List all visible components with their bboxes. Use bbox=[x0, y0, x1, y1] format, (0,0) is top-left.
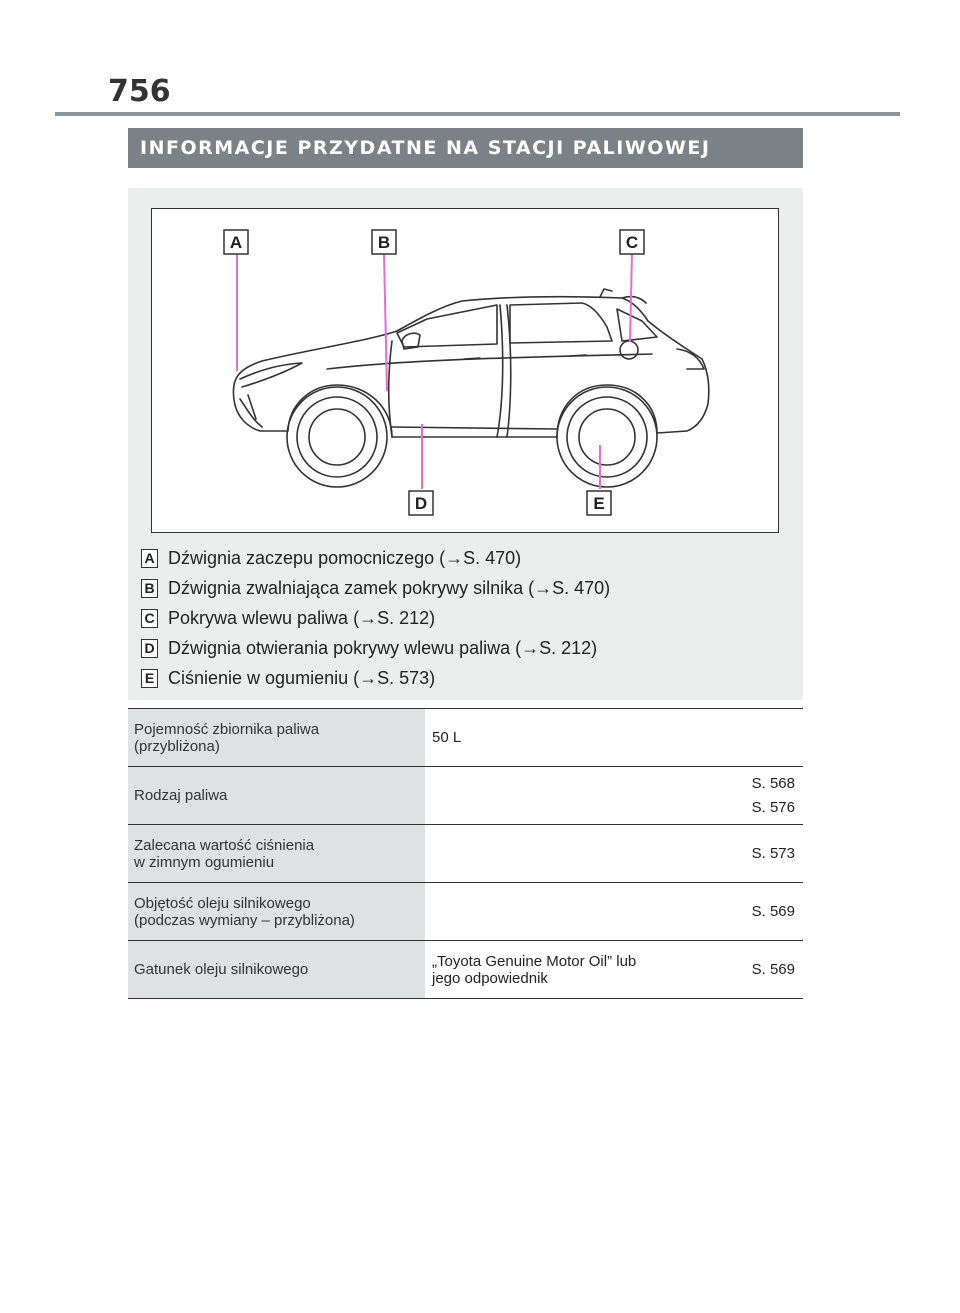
value-line: 50 L bbox=[432, 729, 462, 746]
value-line: jego odpowiednik bbox=[432, 969, 548, 987]
page-reference[interactable]: S. 568 bbox=[751, 774, 795, 792]
top-rule bbox=[55, 112, 900, 116]
label-a: A bbox=[229, 233, 243, 252]
rear-wheel-arch bbox=[557, 387, 657, 487]
row-label bbox=[128, 767, 425, 824]
label-line: w zimnym ogumieniu bbox=[134, 853, 275, 871]
label-c: C bbox=[625, 233, 639, 252]
label-d: D bbox=[414, 494, 428, 513]
rear-wheel-hub bbox=[579, 409, 635, 465]
callout-item bbox=[141, 633, 791, 663]
callout-item bbox=[141, 573, 791, 603]
callout-letter: E bbox=[141, 669, 158, 688]
callout-text: Dźwignia otwierania pokrywy wlewu paliwa (→S. 212) bbox=[168, 637, 598, 658]
label-line: Gatunek oleju silnikowego bbox=[134, 961, 309, 978]
callout-item bbox=[141, 603, 791, 633]
callout-letter: B bbox=[141, 579, 158, 598]
page-reference[interactable]: S. 569 bbox=[751, 902, 795, 920]
fuel-cap bbox=[620, 341, 638, 359]
car-body-outline bbox=[233, 297, 708, 437]
side-crease bbox=[327, 354, 652, 369]
page-number: 756 bbox=[108, 74, 171, 109]
rear-window bbox=[510, 303, 612, 343]
callout-letter: A bbox=[141, 549, 158, 568]
front-wheel-hub bbox=[309, 409, 365, 465]
label-line: (podczas wymiany – przybliżona) bbox=[134, 911, 355, 929]
callout-text: Dźwignia zwalniająca zamek pokrywy silnika (→S. 470) bbox=[168, 577, 611, 598]
front-door-handle bbox=[464, 358, 480, 359]
roof-spoiler bbox=[600, 289, 646, 303]
car-illustration bbox=[152, 209, 777, 531]
page-reference[interactable]: S. 576 bbox=[751, 798, 795, 816]
label-line: (przybliżona) bbox=[134, 737, 220, 755]
front-bumper bbox=[240, 395, 262, 427]
table-row bbox=[128, 709, 803, 767]
door-line-front bbox=[497, 305, 503, 437]
label-line: Pojemność zbiornika paliwa bbox=[134, 720, 320, 738]
front-window bbox=[397, 305, 497, 347]
label-line: Rodzaj paliwa bbox=[134, 787, 228, 804]
row-label bbox=[128, 941, 425, 998]
page-reference[interactable]: S. 569 bbox=[751, 960, 795, 978]
callout-list bbox=[141, 543, 791, 693]
row-label bbox=[128, 825, 425, 882]
section-title: INFORMACJE PRZYDATNE NA STACJI PALIWOWEJ bbox=[128, 128, 803, 168]
table-row bbox=[128, 941, 803, 999]
value-line: „Toyota Genuine Motor Oil” lub bbox=[432, 952, 637, 970]
callout-letter: C bbox=[141, 609, 158, 628]
page-reference[interactable]: S. 573 bbox=[751, 844, 795, 862]
rocker-line bbox=[392, 427, 557, 429]
row-value bbox=[425, 767, 803, 824]
pointer-c bbox=[630, 253, 632, 342]
callout-text: Dźwignia zaczepu pomocniczego (→S. 470) bbox=[168, 547, 522, 568]
callout-item bbox=[141, 663, 791, 693]
info-box bbox=[128, 188, 803, 700]
rear-door-handle bbox=[570, 355, 586, 356]
table-row bbox=[128, 825, 803, 883]
row-value bbox=[425, 941, 803, 998]
front-wheel-arch bbox=[287, 387, 387, 487]
pointer-b bbox=[384, 253, 387, 391]
car-diagram bbox=[151, 208, 779, 533]
label-e: E bbox=[593, 494, 605, 513]
table-row bbox=[128, 767, 803, 825]
label-line: Zalecana wartość ciśnienia bbox=[134, 836, 315, 854]
label-b: B bbox=[377, 233, 391, 252]
callout-letter: D bbox=[141, 639, 158, 658]
label-line: Objętość oleju silnikowego bbox=[134, 894, 311, 912]
row-value bbox=[425, 825, 803, 882]
row-label bbox=[128, 883, 425, 940]
spec-table bbox=[128, 708, 803, 999]
a-pillar bbox=[389, 341, 392, 437]
row-label bbox=[128, 709, 425, 766]
table-row bbox=[128, 883, 803, 941]
callout-text: Ciśnienie w ogumieniu (→S. 573) bbox=[168, 667, 436, 688]
row-value bbox=[425, 709, 803, 766]
callout-item bbox=[141, 543, 791, 573]
callout-text: Pokrywa wlewu paliwa (→S. 212) bbox=[168, 607, 436, 628]
row-value bbox=[425, 883, 803, 940]
quarter-window bbox=[617, 309, 657, 341]
